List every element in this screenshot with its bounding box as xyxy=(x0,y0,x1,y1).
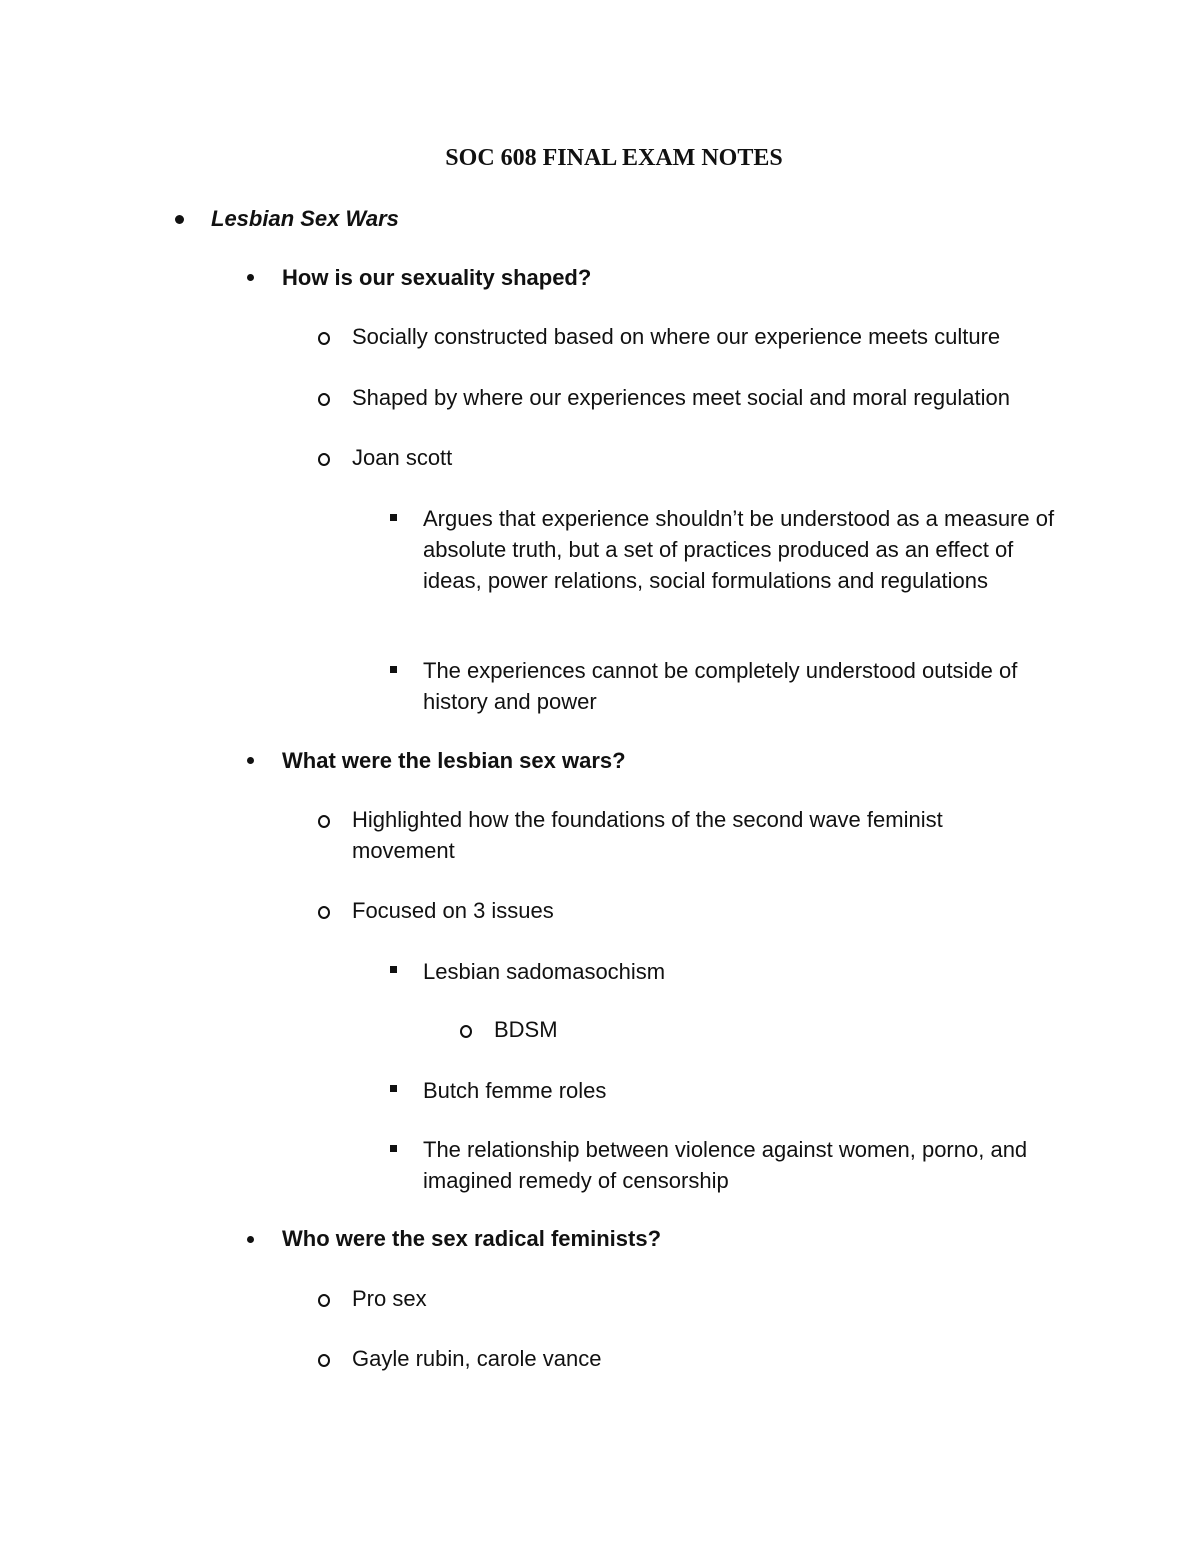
list-item: Lesbian sadomasochism xyxy=(423,959,666,984)
list-item: Joan scott xyxy=(352,445,453,470)
bullet-disc-icon xyxy=(247,274,254,281)
bullet-circle-icon xyxy=(460,1025,472,1038)
bullet-square-icon xyxy=(390,1085,397,1092)
list-item: The relationship between violence against women, porno, and imagined remedy of censorship xyxy=(423,1137,1028,1193)
bullet-disc-icon xyxy=(175,215,184,224)
list-item: Socially constructed based on where our experience meets culture xyxy=(352,324,1001,349)
bullet-circle-icon xyxy=(318,906,330,919)
bullet-disc-icon xyxy=(247,1236,254,1243)
list-item: Focused on 3 issues xyxy=(352,898,554,923)
list-item: Butch femme roles xyxy=(423,1078,607,1103)
document-title: SOC 608 FINAL EXAM NOTES xyxy=(445,145,783,171)
list-item-question: Who were the sex radical feminists? xyxy=(282,1226,662,1251)
list-item-question: How is our sexuality shaped? xyxy=(282,265,592,290)
bullet-circle-icon xyxy=(318,453,330,466)
list-item: Shaped by where our experiences meet social and moral regulation xyxy=(352,385,1010,410)
bullet-circle-icon xyxy=(318,1294,330,1307)
list-item: Argues that experience shouldn’t be understood as a measure of absolute truth, but a set of practices produced as an effect of ideas, power relations, social formulations and regulations xyxy=(423,506,1055,593)
bullet-square-icon xyxy=(390,966,397,973)
bullet-disc-icon xyxy=(247,757,254,764)
bullet-square-icon xyxy=(390,514,397,521)
list-item: BDSM xyxy=(494,1017,558,1042)
bullet-circle-icon xyxy=(318,1354,330,1367)
list-item-topic: Lesbian Sex Wars xyxy=(211,206,399,231)
list-item: The experiences cannot be completely understood outside of history and power xyxy=(423,658,1018,714)
list-item: Pro sex xyxy=(352,1286,427,1311)
bullet-circle-icon xyxy=(318,393,330,406)
bullet-square-icon xyxy=(390,666,397,673)
bullet-square-icon xyxy=(390,1145,397,1152)
list-item: Gayle rubin, carole vance xyxy=(352,1346,602,1371)
list-item-question: What were the lesbian sex wars? xyxy=(282,748,626,773)
bullet-circle-icon xyxy=(318,815,330,828)
bullet-circle-icon xyxy=(318,332,330,345)
list-item: Highlighted how the foundations of the second wave feminist movement xyxy=(352,807,943,863)
